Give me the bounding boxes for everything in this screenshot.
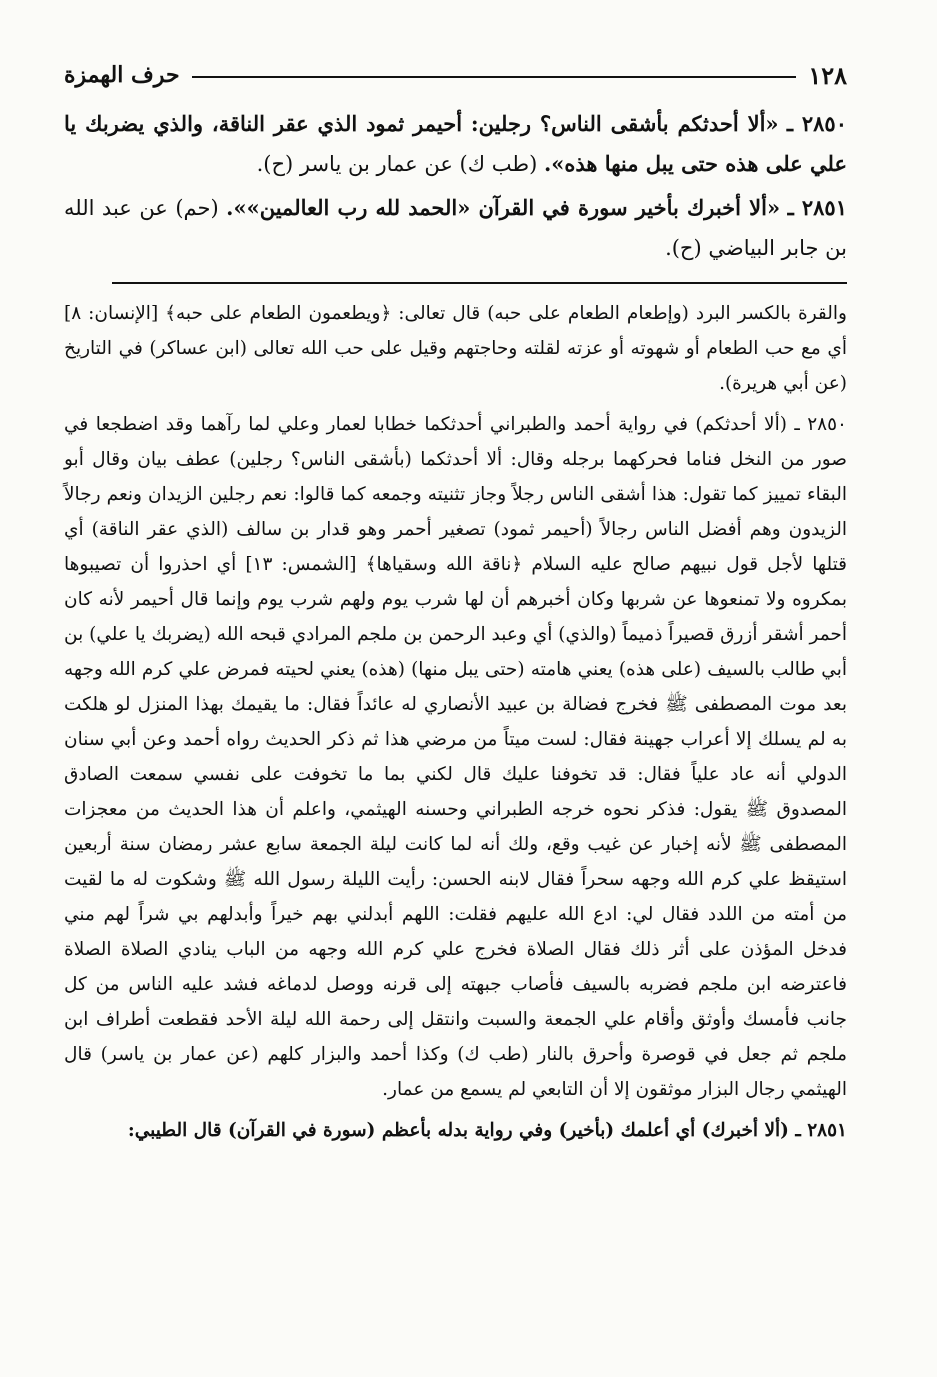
hadith-2851 — [64, 188, 847, 268]
page-header — [64, 58, 847, 92]
commentary-section — [64, 296, 847, 1148]
hadith-section — [64, 104, 847, 268]
hadith-2850 — [64, 104, 847, 184]
page-number: ١٢٨ — [808, 60, 847, 90]
commentary-paragraph: ٢٨٥٠ ـ (ألا أحدثكم) في رواية أحمد والطبراني أحدثكما خطابا لعمار وعلي لما رآهما وقد اضطجعا في صور من النخل فناما فحركهما برجله وقال: ألا أحدثكما (بأشقى الناس؟ رجلين) عطف بيان وقال أبو البقاء تمييز كما تقول: هذا أشقى الناس رجلاً وجاز تثنيته وجمعه كما قالوا: نعم رجلين الزيدان ونعم رجالاً الزيدون وهم أفضل الناس رجالاً (أحيمر ثمود) تصغير أحمر وهو قدار بن سالف (الذي عقر الناقة) أي قتلها لأجل قول نبيهم صالح عليه السلام ﴿ناقة الله وسقياها﴾ [الشمس: ١٣] أي احذروا أن تصيبوها بمكروه ولا تمنعوها عن شربها وكان أخبرهم أن لها شرب يوم ولهم شرب يوم وإنما قال أحيمر لأنه كان أحمر أشقر أزرق قصيراً ذميماً (والذي) أي وعبد الرحمن بن ملجم المرادي قبحه الله (يضربك يا علي) بن أبي طالب بالسيف (على هذه) يعني هامته (حتى يبل منها) (هذه) يعني لحيته فمرض علي كرم الله وجهه بعد موت المصطفى ﷺ فخرج فضالة بن عبيد الأنصاري له عائداً فقال: ما يقيمك بهذا المنزل لو هلكت به لم يسلك إلا أعراب جهينة فقال: لست ميتاً من مرضي هذا ثم ذكر الحديث رواه أحمد وعن أبي سنان الدولي أنه عاد علياً فقال: قد تخوفنا عليك قال لكني بما ما تخوفت على نفسي سمعت الصادق المصدوق ﷺ يقول: فذكر نحوه خرجه الطبراني وحسنه الهيثمي، واعلم أن هذا الحديث من معجزات المصطفى ﷺ لأنه إخبار عن غيب وقع، ولك أنه لما كانت ليلة الجمعة سابع عشر رمضان سنة أربعين استيقظ علي كرم الله وجهه سحراً فقال لابنه الحسن: رأيت الليلة رسول الله ﷺ وشكوت له ما لقيت من أمته من اللدد فقال لي: ادع الله عليهم فقلت: اللهم أبدلني بهم خيراً وأبدلهم بي شراً لهم مني فدخل المؤذن على أثر ذلك فقال الصلاة فخرج علي كرم الله وجهه من الباب ينادي الصلاة الصلاة فاعترضه ابن ملجم فضربه بالسيف فأصاب جبهته إلى قرنه ووصل لدماغه فشد عليه الناس من كل جانب فأمسك وأوثق وأقام علي الجمعة والسبت وانتقل إلى رحمة الله ليلة الأحد فقطعت أطراف ابن ملجم ثم جعل في قوصرة وأحرق بالنار (طب ك) وكذا أحمد والبزار كلهم (عن عمار بن ياسر) قال الهيثمي رجال البزار موثقون إلا أن التابعي لم يسمع من عمار. — [64, 414, 847, 1100]
hadith-source: (حم) عن عبد الله بن جابر البياضي (ح). — [64, 196, 847, 260]
hadith-source: (طب ك) عن عمار بن ياسر (ح). — [256, 152, 538, 176]
commentary-paragraph: والقرة بالكسر البرد (وإطعام الطعام على حبه) قال تعالى: ﴿ويطعمون الطعام على حبه﴾ [الإنسان: ٨] أي مع حب الطعام أو شهوته أو عزته لقلته وحاجتهم وقيل على حب الله تعالى (ابن عساكر) في التاريخ (عن أبي هريرة). — [64, 303, 847, 394]
hadith-number: ٢٨٥٠ ـ — [786, 111, 847, 136]
section-divider — [112, 282, 847, 284]
hadith-number: ٢٨٥١ ـ — [787, 195, 847, 220]
hadith-text: «ألا أخبرك بأخير سورة في القرآن «الحمد لله رب العالمين»». — [226, 195, 781, 220]
header-rule — [192, 76, 797, 78]
hadith-text: «ألا أحدثكم بأشقى الناس؟ رجلين: أحيمر ثمود الذي عقر الناقة، والذي يضربك يا علي على هذه حتى يبل منها هذه». — [64, 111, 847, 176]
commentary-paragraph: ٢٨٥١ ـ (ألا أخبرك) أي أعلمك (بأخير) وفي رواية بدله بأعظم (سورة في القرآن) قال الطيبي: — [127, 1120, 847, 1141]
chapter-title: حرف الهمزة — [64, 62, 180, 88]
